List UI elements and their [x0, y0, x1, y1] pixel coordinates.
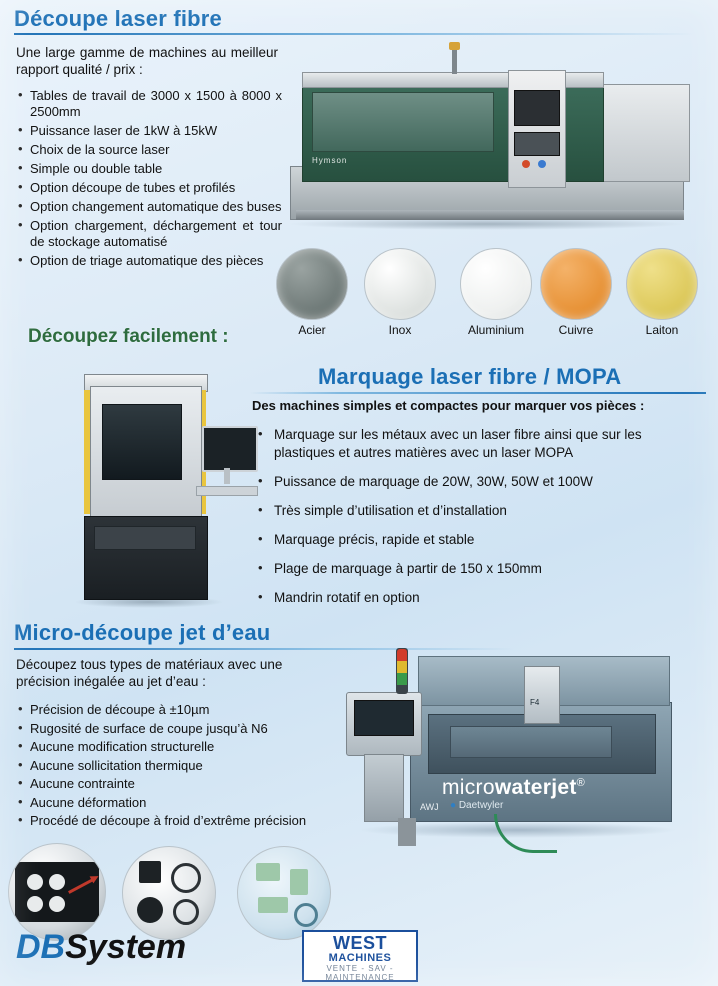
partner-line-2: MACHINES: [328, 952, 392, 964]
waterjet-bullets: [16, 702, 361, 832]
machine-side-plate: [398, 818, 416, 846]
list-item: • Mandrin rotatif en option: [252, 589, 704, 607]
sample-part: [137, 897, 163, 923]
sample-photo-1: [8, 843, 106, 941]
material-label: Laiton: [645, 323, 679, 337]
list-item: • Puissance laser de 1kW à 15kW: [16, 123, 282, 139]
laser-cutting-machine-photo: [276, 40, 706, 240]
divider-laser-cutting: [14, 33, 694, 35]
sample-photo-2: [122, 846, 216, 940]
machine-control-panel: [508, 70, 566, 188]
list-item: • Très simple d’utilisation et d’installation: [252, 502, 704, 520]
list-item: • Marquage sur les métaux avec un laser fibre ainsi que sur les plastiques et autres matières avec un laser MOPA: [252, 426, 704, 462]
list-item: • Précision de découpe à ±10µm: [16, 702, 361, 719]
material-swatch-icon: [364, 248, 436, 320]
partner-line-3: VENTE - SAV - MAINTENANCE: [325, 964, 395, 982]
list-item: • Option chargement, déchargement et tour de stockage automatisé: [16, 218, 282, 250]
monitor-stand: [224, 468, 230, 484]
sample-part: [139, 861, 161, 883]
brand-part-jet: jet: [551, 776, 577, 799]
signal-tower-icon: [452, 48, 457, 74]
sample-photo-3: [237, 846, 331, 940]
list-item: • Choix de la source laser: [16, 142, 282, 158]
laser-marking-heading: Marquage laser fibre / MOPA: [318, 364, 622, 389]
material-swatches: [276, 248, 706, 348]
sample-dark-plate: [15, 862, 99, 922]
list-item: • Aucune sollicitation thermique: [16, 758, 361, 775]
list-item: • Simple ou double table: [16, 161, 282, 177]
material-aluminium: [452, 248, 540, 337]
material-acier: [276, 248, 348, 337]
monitor-icon: [202, 426, 258, 472]
partner-line-1: WEST: [333, 933, 387, 953]
machine-side-label: AWJ: [420, 802, 439, 812]
signal-light-amber-icon: [397, 661, 407, 673]
list-item: • Rugosité de surface de coupe jusqu’à N6: [16, 721, 361, 738]
material-swatch-icon: [276, 248, 348, 320]
machine-window: [102, 404, 182, 480]
material-laiton: [626, 248, 698, 337]
material-label: Acier: [298, 323, 326, 337]
waterjet-maker: [450, 800, 503, 811]
brand-part-water: water: [494, 776, 552, 799]
sample-disc: [49, 896, 65, 912]
material-label: Aluminium: [467, 323, 524, 337]
materials-caption: Découpez facilement :: [28, 326, 229, 347]
brand-registered-mark: ®: [576, 777, 586, 789]
material-label: Inox: [388, 323, 412, 337]
laser-marking-machine-photo: [44, 370, 259, 615]
laser-cutting-lead: Une large gamme de machines au meilleur rapport qualité / prix :: [16, 45, 278, 77]
machine-screen: [514, 90, 560, 126]
sample-disc: [49, 874, 65, 890]
brand-part-micro: micro: [442, 776, 495, 799]
waterjet-machine-photo: [338, 640, 710, 860]
signal-light-red-icon: [397, 649, 407, 661]
machine-drawer: [94, 526, 196, 550]
maker-name: Daetwyler: [458, 800, 504, 811]
list-item: • Tables de travail de 3000 x 1500 à 8000 x 2500mm: [16, 88, 282, 120]
material-swatch-icon: [626, 248, 698, 320]
cnc-screen: [354, 700, 414, 736]
signal-light-green-icon: [397, 673, 407, 685]
list-item: • Option changement automatique des buses: [16, 199, 282, 215]
list-item: • Option découpe de tubes et profilés: [16, 180, 282, 196]
sample-disc: [27, 896, 43, 912]
cutting-head: [524, 666, 560, 724]
section-title-waterjet: [14, 620, 354, 646]
sample-pcb-part: [256, 863, 280, 881]
laser-marking-bullets: [252, 426, 704, 618]
machine-secondary-screen: [514, 132, 560, 156]
sample-ring: [294, 903, 318, 927]
list-item: • Aucune modification structurelle: [16, 739, 361, 756]
list-item: • Procédé de découpe à froid d’extrême précision: [16, 813, 361, 830]
laser-marking-lead: Des machines simples et compactes pour marquer vos pièces :: [252, 398, 645, 413]
section-title-laser-cutting: [14, 6, 344, 32]
laser-cutting-bullets: [16, 88, 282, 272]
machine-brand-label: Hymson: [312, 156, 348, 165]
material-inox: [364, 248, 436, 337]
list-item: • Puissance de marquage de 20W, 30W, 50W et 100W: [252, 473, 704, 491]
sample-disc: [27, 874, 43, 890]
laser-cutting-heading: Découpe laser fibre: [14, 6, 222, 31]
list-item: • Aucune déformation: [16, 795, 361, 812]
cutting-head-label: F4: [530, 698, 540, 707]
machine-right-cabinet: [602, 84, 690, 182]
list-item: • Marquage précis, rapide et stable: [252, 531, 704, 549]
logo-prefix: DB: [16, 928, 66, 966]
machine-rail: [296, 210, 684, 220]
maker-dot-icon: ●: [450, 800, 457, 811]
sample-ring: [173, 899, 199, 925]
material-cuivre: [540, 248, 612, 337]
list-item: • Option de triage automatique des pièces: [16, 253, 282, 269]
waterjet-heading: Micro-découpe jet d’eau: [14, 620, 271, 645]
material-label: Cuivre: [558, 323, 594, 337]
cnc-pedestal: [364, 754, 404, 822]
hose-icon: [494, 814, 557, 853]
list-item: • Aucune contrainte: [16, 776, 361, 793]
list-item: • Plage de marquage à partir de 150 x 150mm: [252, 560, 704, 578]
keyboard-icon: [196, 486, 258, 496]
waterjet-lead: Découpez tous types de matériaux avec une précision inégalée au jet d’eau :: [16, 657, 283, 689]
machine-window: [312, 92, 494, 152]
material-swatch-icon: [460, 248, 532, 320]
start-button-icon: [538, 160, 546, 168]
partner-logo: [302, 930, 418, 982]
material-swatch-icon: [540, 248, 612, 320]
section-title-laser-marking: [318, 364, 708, 390]
divider-laser-marking: [250, 392, 706, 394]
company-logo: [16, 928, 186, 967]
sample-pcb-part: [290, 869, 308, 895]
emergency-stop-icon: [522, 160, 530, 168]
sample-ring: [171, 863, 201, 893]
waterjet-brand: [442, 776, 585, 800]
sample-pcb-part: [258, 897, 288, 913]
machine-tray: [450, 726, 612, 758]
logo-suffix: System: [65, 928, 187, 966]
